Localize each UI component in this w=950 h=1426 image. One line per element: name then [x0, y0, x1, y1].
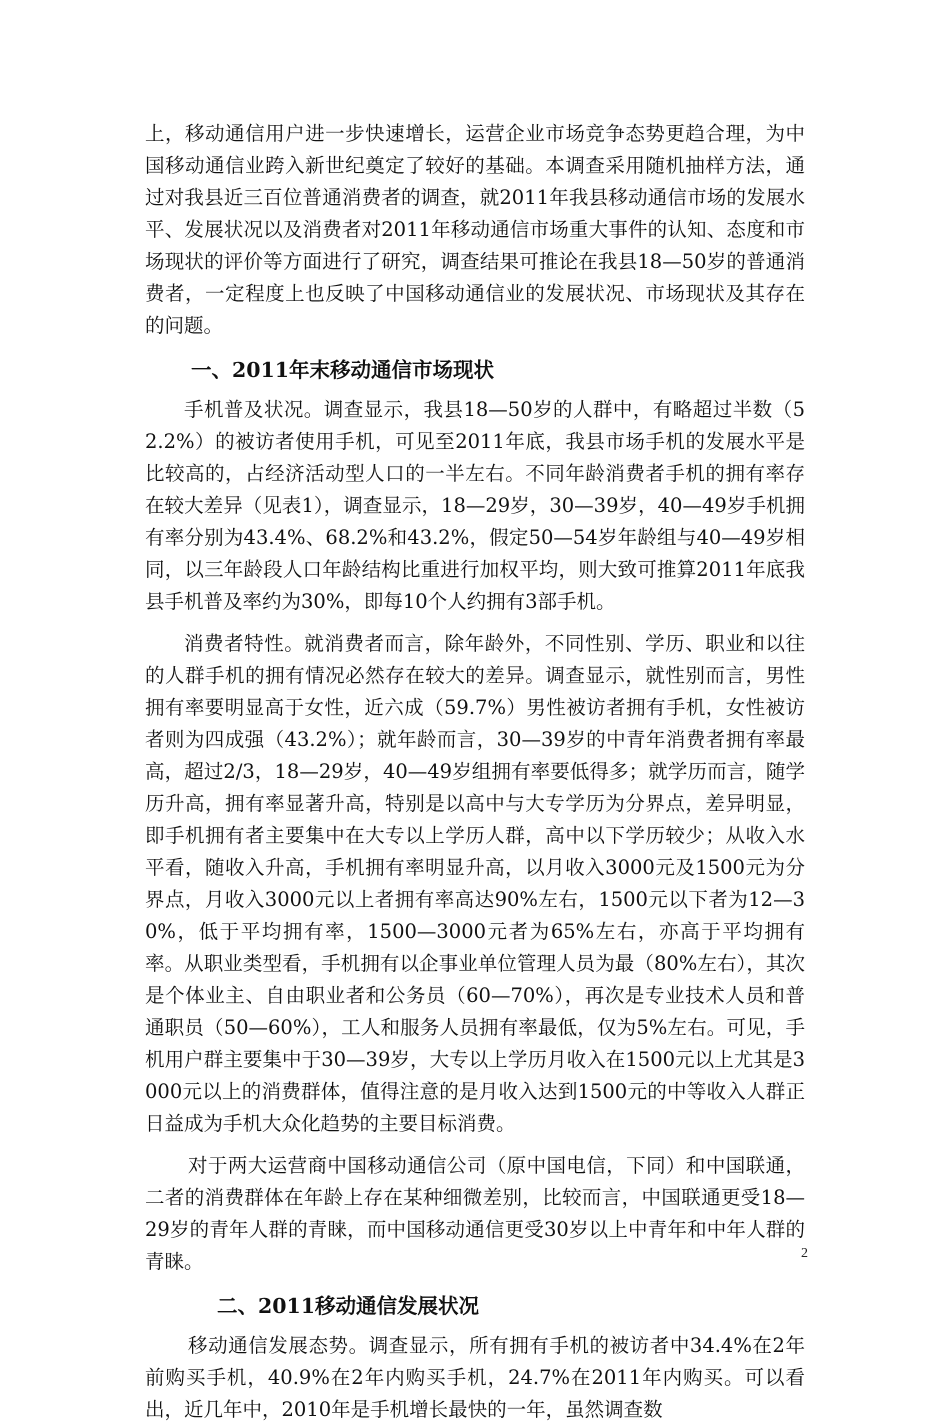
- paragraph-phone-popularity: 手机普及状况。调查显示，我县18—50岁的人群中，有略超过半数（52.2%）的被访者使用手机，可见至2011年底，我县市场手机的发展水平是比较高的，占经济活动型人口的一半左右。不同年龄消费者手机的拥有率存在较大差异（见表1），调查显示，18—29岁，30—39岁，40—49岁手机拥有率分别为43.4%、68.2%和43.2%，假定50—54岁年龄组与40—49岁相同，以三年龄段人口年龄结构比重进行加权平均，则大致可推算2011年底我县手机普及率约为30%，即每10个人约拥有3部手机。: [145, 398, 805, 613]
- page-body: [145, 118, 805, 1426]
- paragraph-consumer-traits: 消费者特性。就消费者而言，除年龄外，不同性别、学历、职业和以往的人群手机的拥有情况必然存在较大的差异。调查显示，就性别而言，男性拥有率要明显高于女性，近六成（59.7%）男性被访者拥有手机，女性被访者则为四成强（43.2%）；就年龄而言，30—39岁的中青年消费者拥有率最高，超过2/3，18—29岁，40—49岁组拥有率要低得多；就学历而言，随学历升高，拥有率显著升高，特别是以高中与大专学历为分界点，差异明显，即手机拥有者主要集中在大专以上学历人群，高中以下学历较少；从收入水平看，随收入升高，手机拥有率明显升高，以月收入3000元及1500元为分界点，月收入3000元以上者拥有率高达90%左右，1500元以下者为12—30%，低于平均拥有率，1500—3000元者为65%左右，亦高于平均拥有率。从职业类型看，手机拥有以企事业单位管理人员为最（80%左右），其次是个体业主、自由职业者和公务员（60—70%），再次是专业技术人员和普通职员（50—60%），工人和服务人员拥有率最低，仅为5%左右。可见，手机用户群主要集中于30—39岁，大专以上学历月收入在1500元以上尤其是3000元以上的消费群体，值得注意的是月收入达到1500元的中等收入人群正日益成为手机大众化趋势的主要目标消费。: [145, 632, 805, 1135]
- paragraph-development-trend: 移动通信发展态势。调查显示，所有拥有手机的被访者中34.4%在2年前购买手机，40.9%在2年内购买手机，24.7%在2011年内购买。可以看出，近几年中，2010年是手机增长最快的一年，虽然调查数: [145, 1334, 805, 1421]
- paragraph-gap: [145, 1140, 805, 1150]
- page-number: 2: [801, 1246, 808, 1261]
- paragraph-two-operators: 对于两大运营商中国移动通信公司（原中国电信，下同）和中国联通，二者的消费群体在年龄上存在某种细微差别，比较而言，中国联通更受18—29岁的青年人群的青睐，而中国移动通信更受30岁以上中青年和中年人群的青睐。: [145, 1154, 805, 1273]
- paragraph-gap: [145, 1278, 805, 1288]
- section-heading-development-status: 二、2011移动通信发展状况: [217, 1294, 480, 1318]
- paragraph-gap: [145, 342, 805, 352]
- paragraph-gap: [145, 618, 805, 628]
- intro-paragraph: 上，移动通信用户进一步快速增长，运营企业市场竞争态势更趋合理，为中国移动通信业跨入新世纪奠定了较好的基础。本调查采用随机抽样方法，通过对我县近三百位普通消费者的调查，就2011年我县移动通信市场的发展水平、发展状况以及消费者对2011年移动通信市场重大事件的认知、态度和市场现状的评价等方面进行了研究，调查结果可推论在我县18—50岁的普通消费者，一定程度上也反映了中国移动通信业的发展状况、市场现状及其存在的问题。: [145, 122, 805, 337]
- section-heading-market-status: 一、2011年末移动通信市场现状: [191, 358, 495, 382]
